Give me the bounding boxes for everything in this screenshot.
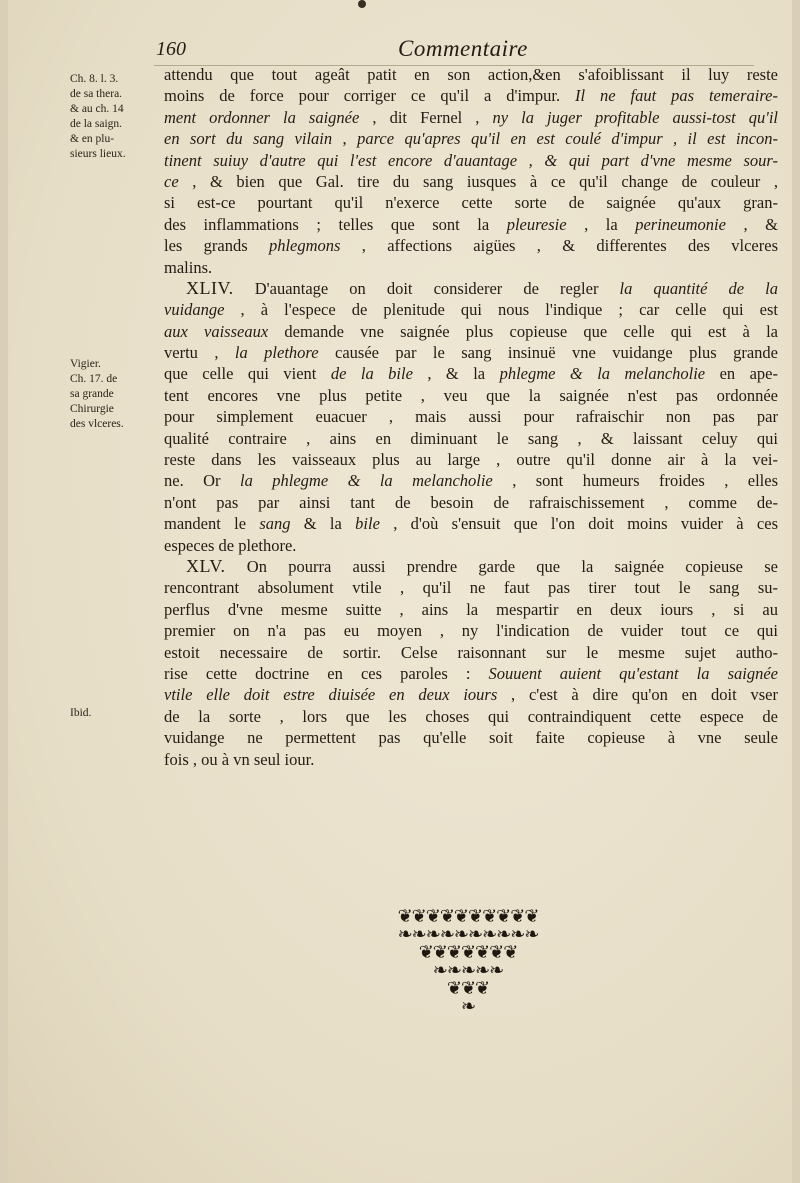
- text-line: [164, 299, 778, 320]
- text-line: [164, 150, 778, 171]
- text-run: , &: [725, 214, 778, 234]
- text-line: [164, 278, 778, 299]
- text-run: la quantité de la: [619, 278, 778, 298]
- page-number: 160: [156, 38, 186, 60]
- text-run: causée par le sang insinuë vne vuidange plus grande: [318, 343, 778, 363]
- text-run: que celle qui vient: [164, 364, 331, 384]
- text-line: [164, 663, 778, 684]
- text-line: [164, 684, 778, 705]
- text-line: [164, 385, 778, 406]
- margin-note-line: Ch. 8. l. 3.: [70, 73, 119, 85]
- text-run: si est-ce pourtant qu'il n'exerce cette sorte de saignée qu'aux gran-: [164, 193, 778, 213]
- text-run: de la bile: [330, 364, 413, 384]
- text-line: [164, 321, 778, 342]
- body-text: [164, 64, 778, 770]
- text-line: [164, 470, 778, 491]
- text-run: pour simplement euacuer , mais aussi pour rafraischir non pas par: [164, 407, 778, 427]
- text-run: perflus d'vne mesme suitte , ains la mespartir en deux iours , si au: [164, 599, 778, 619]
- text-run: qualité contraire , ains en diminuant le sang , & laissant celuy qui: [164, 428, 778, 448]
- page-header: [8, 38, 792, 66]
- text-run: des inflammations ; telles que sont la: [164, 214, 507, 234]
- text-line: [164, 535, 778, 556]
- text-line: [164, 577, 778, 598]
- text-run: aux vaisseaux: [164, 321, 269, 341]
- text-run: premier on n'a pas eu moyen , ny l'indication de vuider tout ce qui: [164, 621, 778, 641]
- book-page: [8, 0, 792, 1183]
- text-run: , dit Fernel ,: [359, 107, 493, 127]
- text-line: [164, 171, 778, 192]
- margin-note-line: de la saign.: [70, 118, 123, 130]
- text-line: [164, 214, 778, 235]
- margin-note-line: Vigier.: [70, 358, 101, 370]
- text-run: perineumonie: [635, 214, 726, 234]
- margin-note-line: sieurs lieux.: [70, 148, 126, 160]
- text-run: vtile elle doit estre diuisée en deux iours: [164, 685, 498, 705]
- text-line: [164, 107, 778, 128]
- margin-note-line: Ibid.: [70, 707, 92, 719]
- text-run: ce: [164, 171, 179, 191]
- text-line: [164, 449, 778, 470]
- text-run: n'ont pas par ainsi tant de besoin de rafraischissement , comme de-: [164, 492, 778, 512]
- margin-note: [70, 72, 162, 162]
- text-run: sang: [259, 514, 291, 534]
- text-run: rencontrant absolument vtile , qu'il ne faut pas tirer tout le sang su-: [164, 578, 778, 598]
- text-run: ny la juger profitable aussi-tost qu'il: [492, 107, 778, 127]
- text-run: phlegmons: [268, 236, 341, 256]
- text-run: , & bien que Gal. tire du sang iusques à ce qu'il change de couleur ,: [178, 171, 778, 191]
- text-line: [164, 642, 778, 663]
- ink-dot: [358, 0, 366, 8]
- ornament-row: ❦❦❦❦❦❦❦: [418, 942, 518, 963]
- ornament-row: ❦❦❦: [446, 978, 490, 999]
- text-run: ment ordonner la saignée: [164, 107, 360, 127]
- text-run: estoit necessaire de sortir. Celse raisonnant sur le mesme sujet autho-: [164, 642, 778, 662]
- text-run: parce qu'apres qu'il en est coulé d'impur , il est incon-: [357, 129, 778, 149]
- ornament-row: ❧❧❧❧❧❧❧❧❧❧: [397, 924, 539, 945]
- text-run: ,: [332, 129, 358, 149]
- text-run: , la: [566, 214, 636, 234]
- text-line: [164, 620, 778, 641]
- text-line: [164, 727, 778, 748]
- margin-note-line: & au ch. 14: [70, 103, 124, 115]
- text-run: , d'où s'ensuit que l'on doit moins vuider à ces: [379, 514, 778, 534]
- section-number: XLV.: [186, 555, 226, 576]
- text-run: , c'est à dire qu'on en doit vser: [497, 685, 778, 705]
- text-run: On pourra aussi prendre garde que la saignée copieuse se: [225, 556, 778, 576]
- text-run: especes de plethore.: [164, 535, 297, 555]
- section-number: XLIV.: [186, 277, 234, 298]
- text-run: , sont humeurs froides , elles: [492, 471, 778, 491]
- text-line: [164, 257, 778, 278]
- margin-note-line: Chirurgie: [70, 403, 114, 415]
- text-run: D'auantage on doit considerer de regler: [233, 278, 620, 298]
- text-line: [164, 192, 778, 213]
- text-line: [164, 342, 778, 363]
- text-run: rise cette doctrine en ces paroles :: [164, 663, 489, 683]
- text-run: bile: [355, 514, 380, 534]
- text-run: phlegme & la melancholie: [499, 364, 706, 384]
- text-run: en sort du sang vilain: [164, 129, 333, 149]
- text-line: [164, 513, 778, 534]
- margin-note: [70, 357, 162, 432]
- margin-note-line: de sa thera.: [70, 88, 123, 100]
- text-run: attendu que tout ageât patit en son action,&en s'afoiblissant il luy reste: [164, 65, 778, 84]
- text-run: , & la: [412, 364, 500, 384]
- text-line: [164, 235, 778, 256]
- text-run: ne. Or: [164, 471, 240, 491]
- text-run: & la: [290, 514, 356, 534]
- text-run: vertu ,: [164, 343, 235, 363]
- text-run: demande vne saignée plus copieuse que celle qui est à la: [268, 321, 778, 341]
- text-line: [164, 64, 778, 85]
- running-title: Commentaire: [398, 36, 528, 61]
- text-line: [164, 492, 778, 513]
- text-line: [164, 599, 778, 620]
- ornament-row: ❧: [460, 996, 476, 1017]
- margin-note-line: & en plu-: [70, 133, 115, 145]
- text-run: vuidange: [164, 300, 225, 320]
- text-run: Il ne faut pas temeraire-: [575, 86, 778, 106]
- text-line: [164, 556, 778, 577]
- text-run: mandent le: [164, 514, 260, 534]
- text-line: [164, 128, 778, 149]
- ornament-row: ❧❧❧❧❧: [432, 960, 504, 981]
- text-run: les grands: [164, 236, 269, 256]
- ornament-row: ❦❦❦❦❦❦❦❦❦❦: [397, 906, 539, 927]
- text-run: la phlegme & la melancholie: [239, 471, 493, 491]
- text-line: [164, 706, 778, 727]
- text-run: la plethore: [234, 343, 319, 363]
- text-run: reste dans les vaisseaux plus au large , outre qu'il donne air à la vei-: [164, 450, 778, 470]
- text-line: [164, 363, 778, 384]
- tailpiece-ornament: [368, 906, 568, 1017]
- text-run: en ape-: [705, 364, 778, 384]
- text-run: de la sorte , lors que les choses qui contraindiquent cette espece de: [164, 706, 778, 726]
- margin-note-line: sa grande: [70, 388, 114, 400]
- text-run: Souuent auient qu'estant la saignée: [488, 663, 778, 683]
- text-run: , à l'espece de plenitude qui nous l'indique ; car celle qui est: [224, 300, 778, 320]
- text-line: [164, 406, 778, 427]
- text-run: tent encores vne plus petite , veu que la saignée n'est pas ordonnée: [164, 385, 778, 405]
- text-run: fois , ou à vn seul iour.: [164, 749, 315, 769]
- text-run: vuidange ne permettent pas qu'elle soit faite copieuse à vne seule: [164, 728, 778, 748]
- text-run: malins.: [164, 257, 213, 277]
- margin-note: [70, 706, 162, 721]
- text-run: tinent suiuy d'autre qui l'est encore d'auantage , & qui part d'vne mesme sour-: [164, 150, 778, 170]
- text-run: , affections aigües , & differentes des vlceres: [340, 236, 778, 256]
- text-line: [164, 85, 778, 106]
- margin-note-line: Ch. 17. de: [70, 373, 118, 385]
- text-line: [164, 428, 778, 449]
- margin-note-line: des vlceres.: [70, 418, 124, 430]
- text-line: [164, 749, 778, 770]
- text-run: moins de force pour corriger ce qu'il a d'impur.: [164, 86, 576, 106]
- text-run: pleuresie: [506, 214, 567, 234]
